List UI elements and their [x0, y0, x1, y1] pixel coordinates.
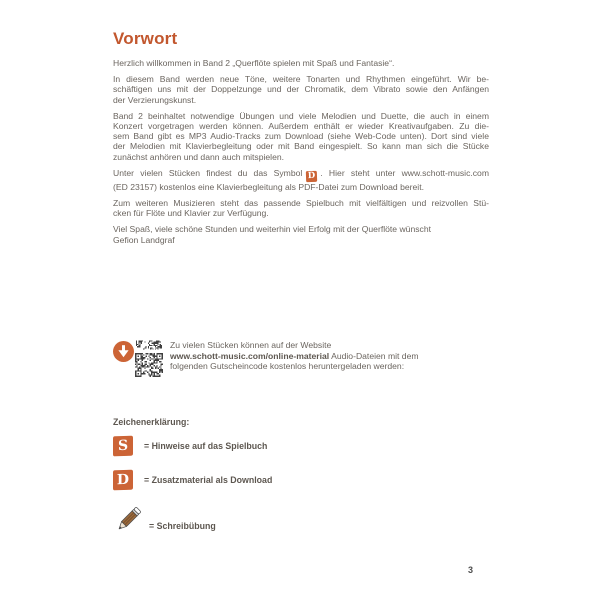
- legend-item-schreibuebung: [113, 503, 216, 535]
- preface-text-column: [113, 29, 489, 245]
- text-line: In diesem Band werden neue Töne, weitere Tonarten und Rhythmen eingeführt. Wir be-: [113, 74, 489, 85]
- paragraph-symbol-note: [113, 168, 489, 192]
- legend-item-download: [113, 470, 272, 490]
- text-line: der Verzierungskunst.: [113, 94, 197, 105]
- text-line: cken für Flöte und Klavier zur Verfügung.: [113, 208, 269, 219]
- symbol-note-after: . Hier steht unter www.schott-music.com: [320, 167, 489, 178]
- download-note-text: [170, 340, 420, 372]
- voucher-barcode-icon: [136, 340, 162, 350]
- page-title: Vorwort: [113, 29, 178, 48]
- symbol-note-before: Unter vielen Stücken findest du das Symbol: [113, 167, 303, 178]
- download-note-line1: Zu vielen Stücken können auf der Website: [170, 340, 332, 350]
- download-note-line3: folgenden Gutscheincode kostenlos heruntergeladen werden:: [170, 361, 405, 372]
- text-line: Viel Spaß, viele schöne Stunden und weiterhin viel Erfolg mit der Querflöte wünscht: [113, 224, 431, 235]
- legend-label-download: = Zusatzmaterial als Download: [144, 475, 273, 485]
- online-material-url: www.schott-music.com/online-material: [170, 350, 330, 361]
- download-symbol-inline-icon: D: [307, 170, 316, 181]
- text-line: schäftigen uns mit der Doppelzunge und der Chromatik, dem Vibrato sowie den Anfängen: [113, 84, 489, 95]
- text-line: Band 2 beinhaltet notwendige Übungen und viele Melodien und Duette, die auch in einem: [113, 110, 489, 121]
- pencil-icon: [113, 503, 145, 535]
- paragraph-welcome: Herzlich willkommen in Band 2 „Querflöte spielen mit Spaß und Fantasie“.: [113, 58, 395, 68]
- paragraph-signoff: [113, 224, 489, 244]
- legend-heading: Zeichenerklärung:: [113, 417, 190, 427]
- download-note-line2: www.schott-music.com/online-material Audio-Dateien mit dem: [170, 350, 419, 361]
- paragraph-spielbuch: [113, 198, 489, 218]
- text-line: Zum weiteren Musizieren steht das passende Spielbuch mit vielfältigen und reizvollen Stü-: [113, 198, 489, 209]
- text-line: Gefion Landgraf: [113, 234, 175, 245]
- legend-label-spielbuch: = Hinweise auf das Spielbuch: [144, 441, 268, 451]
- symbol-note-line2: (ED 23157) kostenlos eine Klavierbegleitung als PDF-Datei zum Download bereit.: [113, 181, 424, 192]
- page-number: 3: [468, 565, 474, 575]
- legend-item-spielbuch: [113, 436, 267, 456]
- legend-label-schreibuebung: = Schreibübung: [149, 521, 216, 531]
- text-line: Konzert vorgetragen werden können. Außerdem enthält er wieder Kreativaufgaben. Zu die-: [113, 121, 489, 132]
- text-line: der Melodien mit Klavierbegleitung oder mit Band eingespielt. So kann man sich die Stücke: [113, 141, 489, 152]
- paragraph-overview: [113, 74, 489, 105]
- download-arrow-circle-icon: [113, 341, 134, 362]
- qr-code-icon: [135, 353, 163, 377]
- paragraph-contents: [113, 111, 489, 162]
- spielbuch-symbol-icon: S: [113, 436, 133, 457]
- download-symbol-icon: D: [113, 470, 133, 491]
- text-line: sem Band gibt es MP3 Audio-Tracks zum Download (siehe Web-Code unten). Dort sind viele: [113, 131, 489, 142]
- text-line: zunächst anhören und dann auch mitspielen.: [113, 151, 285, 162]
